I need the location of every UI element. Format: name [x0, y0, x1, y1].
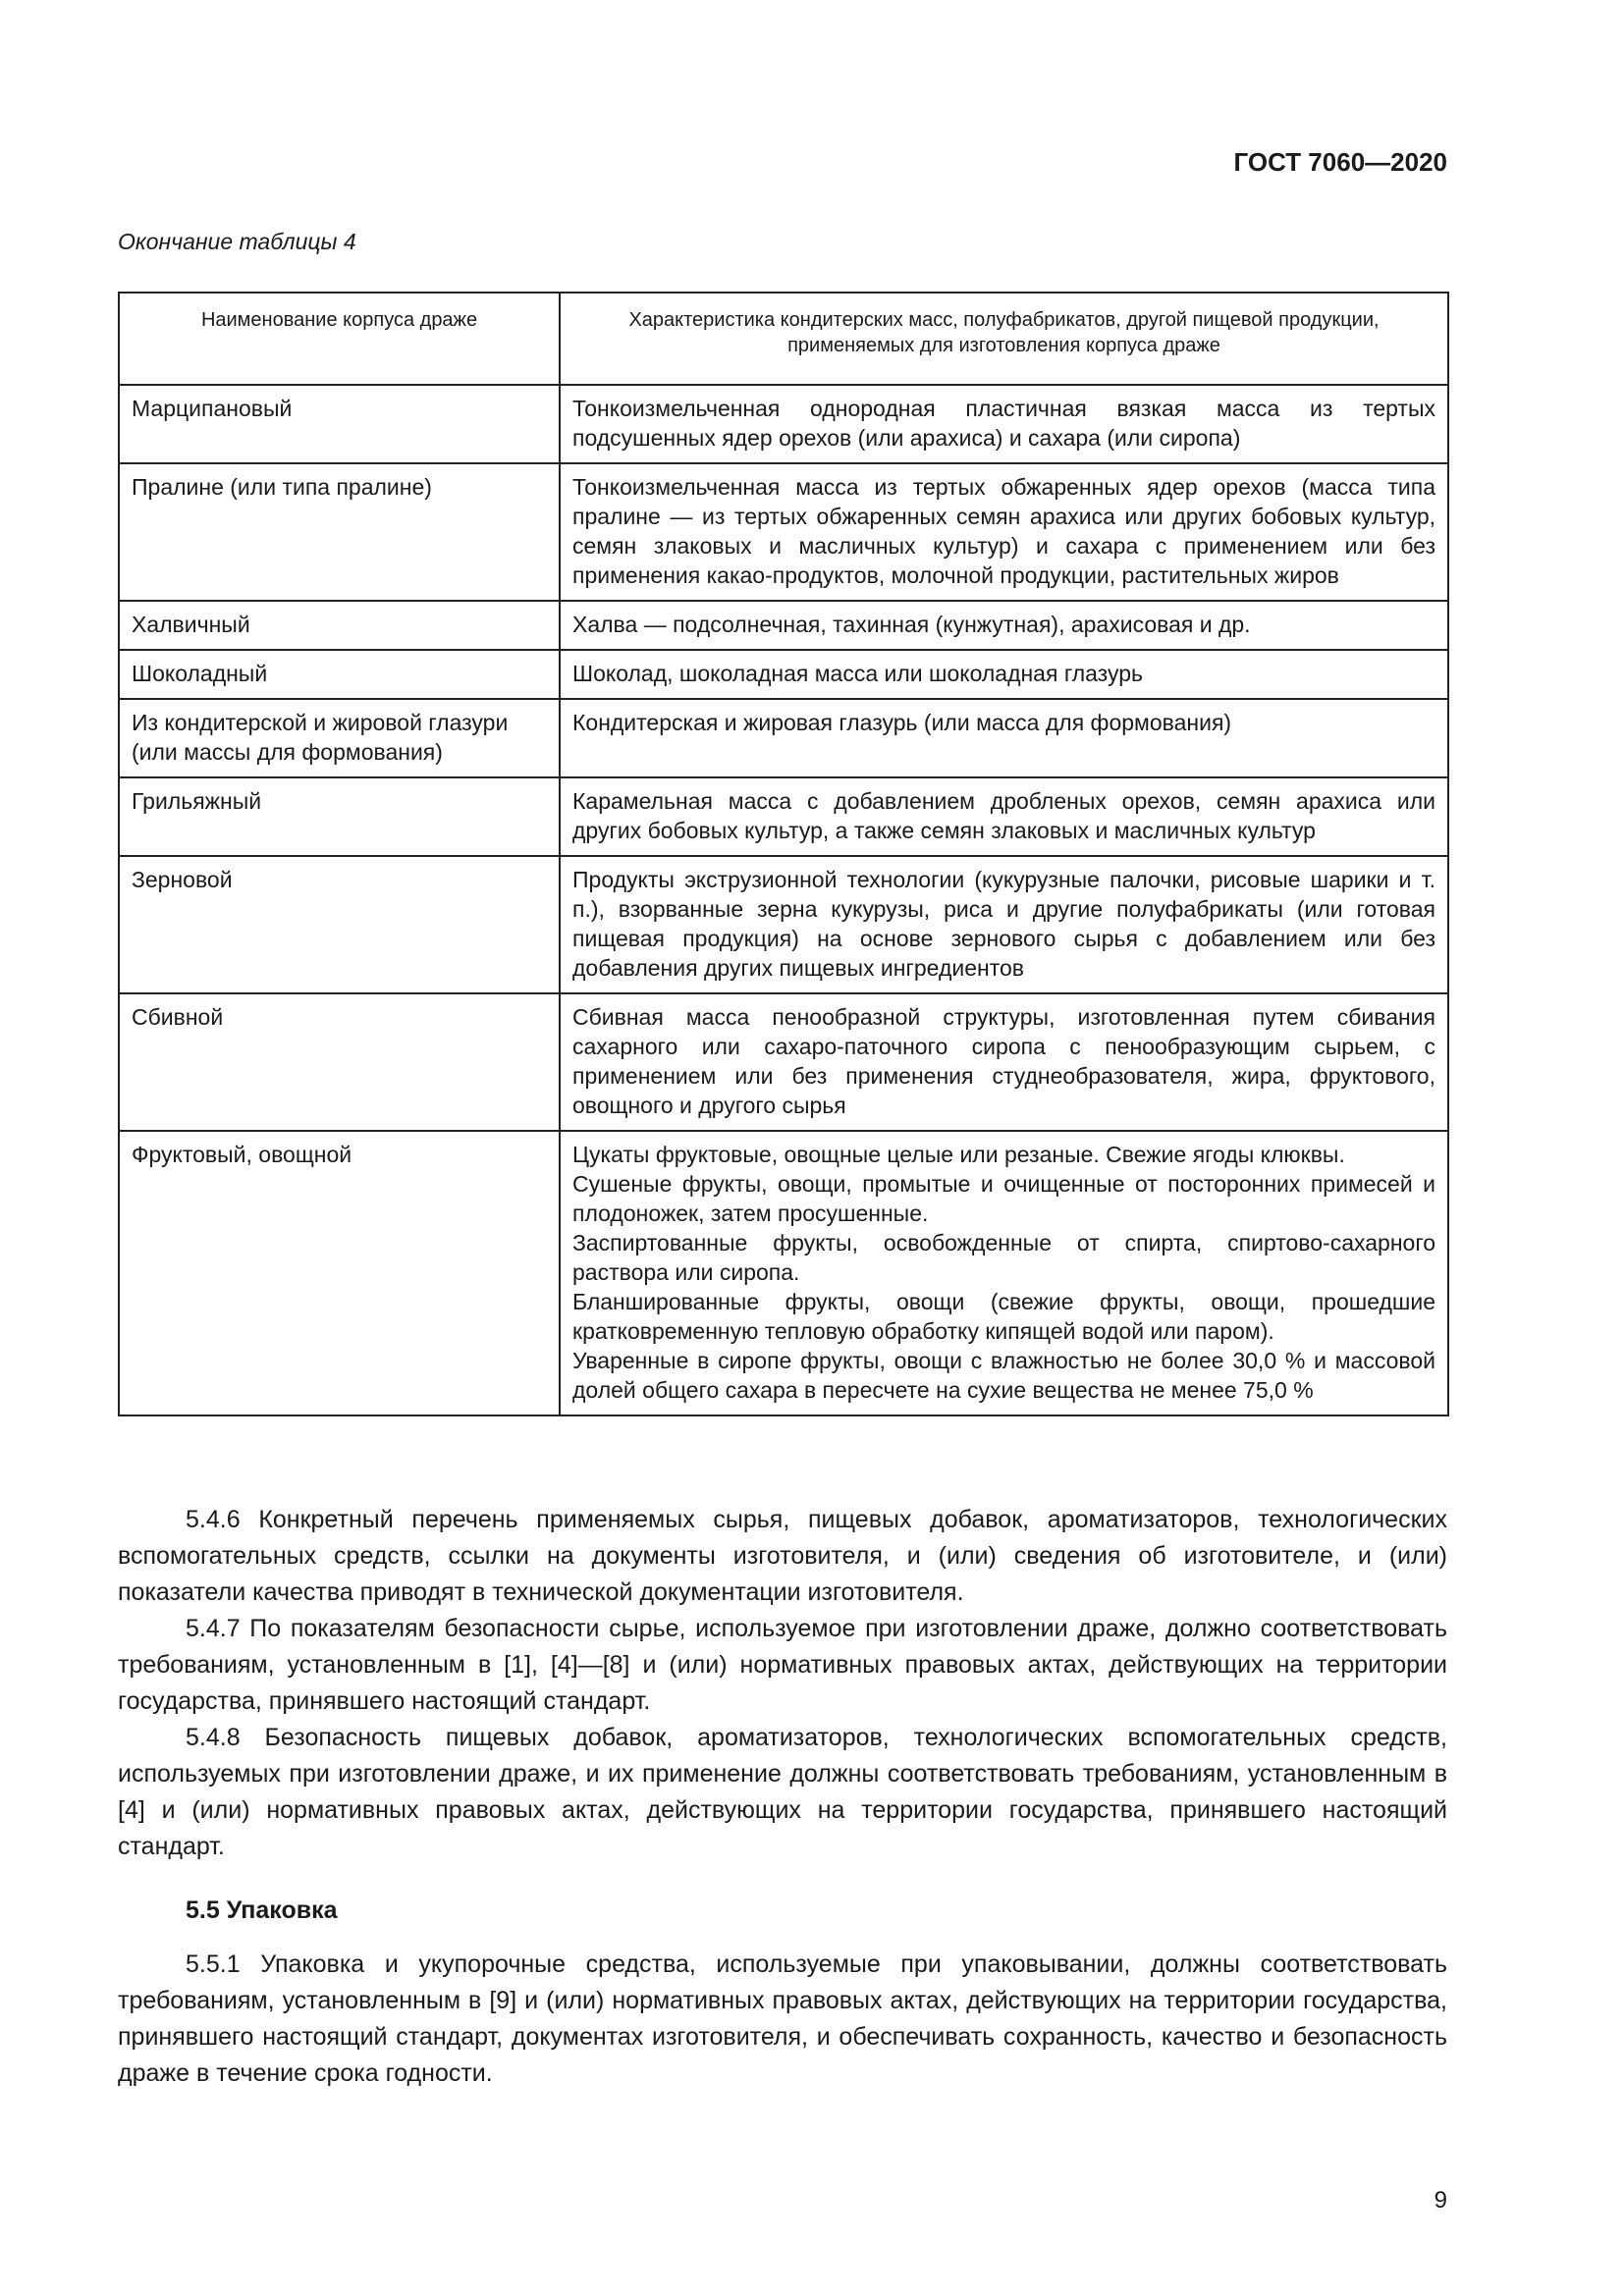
- characteristic-text: Тонкоизмельченная масса из тертых обжаренных ядер орехов (масса типа пралине — из тертых обжаренных семян арахиса или других бобовых культур, семян злаковых и масличных культур) и сахара с применением или без применения какао-продуктов, молочной продукции, растительных жиров: [572, 474, 1435, 588]
- paragraph-5-4-8: 5.4.8 Безопасность пищевых добавок, ароматизаторов, технологических вспомогательных средств, используемых при изготовлении драже, и их применение должны соответствовать требованиям, установленным в [4] и (или) нормативных правовых актах, действующих на территории государства, принявшего настоящий стандарт.: [118, 1724, 1447, 1860]
- characteristic-cell: [560, 385, 1448, 463]
- table-row: [119, 993, 1448, 1131]
- characteristic-text: Сушеные фрукты, овощи, промытые и очищенные от посторонних примесей и плодоножек, затем просушенные.: [572, 1171, 1435, 1226]
- dragee-type-cell: Фруктовый, овощной: [119, 1131, 560, 1415]
- document-code: ГОСТ 7060—2020: [1233, 147, 1447, 177]
- characteristic-text: Тонкоизмельченная однородная пластичная вязкая масса из тертых подсушенных ядер орехов (или арахиса) и сахара (или сиропа): [572, 396, 1435, 451]
- dragee-type-cell: Из кондитерской и жировой глазури (или массы для формования): [119, 699, 560, 777]
- characteristic-cell: [560, 777, 1448, 856]
- characteristic-cell: [560, 993, 1448, 1131]
- dragee-type-cell: Грильяжный: [119, 777, 560, 856]
- characteristic-cell: [560, 856, 1448, 993]
- table-row: [119, 650, 1448, 699]
- characteristic-text: Шоколад, шоколадная масса или шоколадная глазурь: [572, 661, 1143, 686]
- paragraph-5-4-6: 5.4.6 Конкретный перечень применяемых сырья, пищевых добавок, ароматизаторов, технологических вспомогательных средств, ссылки на документы изготовителя, и (или) сведения об изготовителе, и (или) показатели качества приводят в технической документации изготовителя.: [118, 1506, 1447, 1606]
- dragee-type-cell: Халвичный: [119, 601, 560, 650]
- table-header-row: [119, 293, 1448, 385]
- paragraph-5-5-1: 5.5.1 Упаковка и укупорочные средства, используемые при упаковывании, должны соответствовать требованиям, установленным в [9] и (или) нормативных правовых актах, действующих на территории государства, принявшего настоящий стандарт, документах изготовителя, и обеспечивать сохранность, качество и безопасность драже в течение срока годности.: [118, 1950, 1447, 2087]
- characteristic-text: Карамельная масса с добавлением дробленых орехов, семян арахиса или других бобовых культур, а также семян злаковых и масличных культур: [572, 788, 1435, 843]
- dragee-type-cell: Сбивной: [119, 993, 560, 1131]
- dragee-type-cell: Зерновой: [119, 856, 560, 993]
- column-header-description: Характеристика кондитерских масс, полуфабрикатов, другой пищевой продукции, применяемых для изготовления корпуса драже: [560, 293, 1448, 385]
- characteristic-text: Заспиртованные фрукты, освобожденные от спирта, спиртово-сахарного раствора или сиропа.: [572, 1230, 1435, 1285]
- table-row: [119, 601, 1448, 650]
- page-number: 9: [1434, 2187, 1447, 2214]
- paragraphs-block-packaging: [118, 1947, 1447, 2092]
- dragee-type-cell: Шоколадный: [119, 650, 560, 699]
- table-body: [119, 385, 1448, 1415]
- dragee-body-table: [118, 292, 1449, 1416]
- characteristic-cell: [560, 1131, 1448, 1415]
- characteristic-text: Бланшированные фрукты, овощи (свежие фрукты, овощи, прошедшие кратковременную тепловую обработку кипящей водой или паром).: [572, 1289, 1435, 1344]
- dragee-type-cell: Марципановый: [119, 385, 560, 463]
- paragraphs-block: [118, 1502, 1447, 1865]
- section-heading-5-5: 5.5 Упаковка: [186, 1896, 338, 1924]
- characteristic-text: Сбивная масса пенообразной структуры, изготовленная путем сбивания сахарного или сахаро-паточного сиропа с пенообразующим сырьем, с применением или без применения студнеобразователя, жира, фруктового, овощного и другого сырья: [572, 1004, 1435, 1118]
- characteristic-text: Уваренные в сиропе фрукты, овощи с влажностью не более 30,0 % и массовой долей общего сахара в пересчете на сухие вещества не менее 75,0 %: [572, 1348, 1435, 1403]
- dragee-type-cell: Пралине (или типа пралине): [119, 463, 560, 601]
- paragraph-5-4-7: 5.4.7 По показателям безопасности сырье, используемое при изготовлении драже, должно соответствовать требованиям, установленным в [1], [4]—[8] и (или) нормативных правовых актах, действующих на территории государства, принявшего настоящий стандарт.: [118, 1615, 1447, 1715]
- characteristic-cell: [560, 601, 1448, 650]
- column-header-name: Наименование корпуса драже: [119, 293, 560, 385]
- table-row: [119, 1131, 1448, 1415]
- characteristic-text: Халва — подсолнечная, тахинная (кунжутная), арахисовая и др.: [572, 612, 1251, 637]
- characteristic-text: Кондитерская и жировая глазурь (или масса для формования): [572, 710, 1232, 735]
- characteristic-cell: [560, 650, 1448, 699]
- characteristic-text: Продукты экструзионной технологии (кукурузные палочки, рисовые шарики и т. п.), взорванные зерна кукурузы, риса и другие полуфабрикаты (или готовая пищевая продукция) на основе зернового сырья с добавлением или без добавления других пищевых ингредиентов: [572, 867, 1435, 981]
- table-row: [119, 463, 1448, 601]
- table-row: [119, 385, 1448, 463]
- characteristic-cell: [560, 699, 1448, 777]
- table-caption: Окончание таблицы 4: [118, 229, 356, 254]
- characteristic-cell: [560, 463, 1448, 601]
- table-row: [119, 777, 1448, 856]
- table-row: [119, 856, 1448, 993]
- characteristic-text: Цукаты фруктовые, овощные целые или резаные. Свежие ягоды клюквы.: [572, 1142, 1345, 1167]
- table-row: [119, 699, 1448, 777]
